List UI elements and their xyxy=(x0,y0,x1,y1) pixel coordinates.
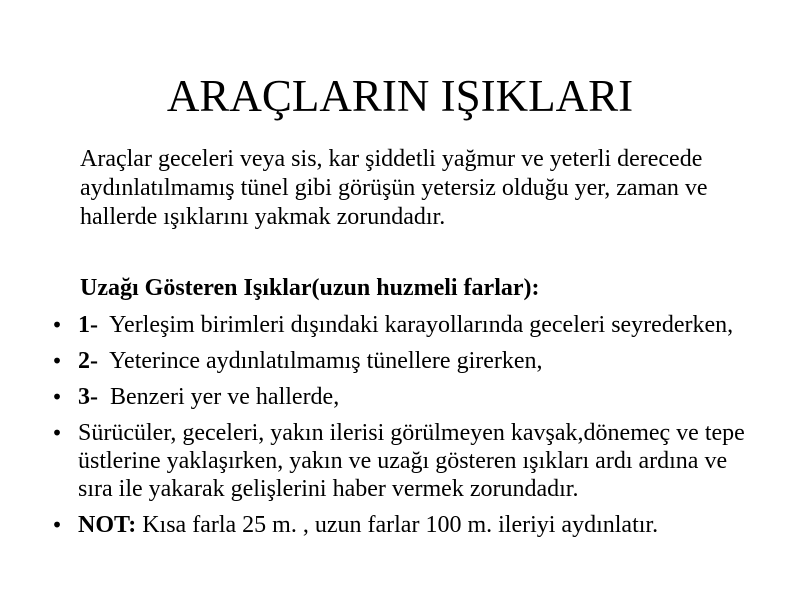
bullet-item-2 xyxy=(0,347,800,375)
bullet-icon: • xyxy=(51,313,63,337)
bullet-item-3 xyxy=(0,383,800,411)
bullet-number: 3- xyxy=(78,384,98,410)
bullet-text: Kısa farla 25 m. , uzun farlar 100 m. ileriyi aydınlatır. xyxy=(142,512,659,538)
slide-title: ARAÇLARIN IŞIKLARI xyxy=(166,71,634,121)
bullet-icon: • xyxy=(51,513,63,537)
bullet-text: Sürücüler, geceleri, yakın ilerisi görülmeyen kavşak,dönemeç ve tepe üstlerine yaklaşırken, yakın ve uzağı gösteren ışıkları ardı ardına ve sıra ile yakarak gelişlerini haber vermek zorundadır. xyxy=(78,420,745,502)
bullet-item-1 xyxy=(0,311,800,339)
bullet-number: 1- xyxy=(78,312,98,338)
intro-paragraph: Araçlar geceleri veya sis, kar şiddetli yağmur ve yeterli derecede aydınlatılmamış tünel gibi görüşün yetersiz olduğu yer, zaman ve hallerde ışıklarını yakmak zorundadır. xyxy=(80,146,708,230)
bullet-icon: • xyxy=(51,421,63,445)
note-label: NOT: xyxy=(78,512,137,538)
bullet-icon: • xyxy=(51,349,63,373)
bullet-number: 2- xyxy=(78,348,98,374)
bullet-icon: • xyxy=(51,385,63,409)
section-heading: Uzağı Gösteren Işıklar(uzun huzmeli farlar): xyxy=(80,275,540,301)
bullet-text: Yerleşim birimleri dışındaki karayollarında geceleri seyrederken, xyxy=(109,312,734,338)
bullet-list xyxy=(0,311,800,547)
bullet-text: Yeterince aydınlatılmamış tünellere girerken, xyxy=(109,348,543,374)
bullet-item-4 xyxy=(0,419,800,503)
bullet-text: Benzeri yer ve hallerde, xyxy=(110,384,340,410)
bullet-item-5 xyxy=(0,511,800,539)
